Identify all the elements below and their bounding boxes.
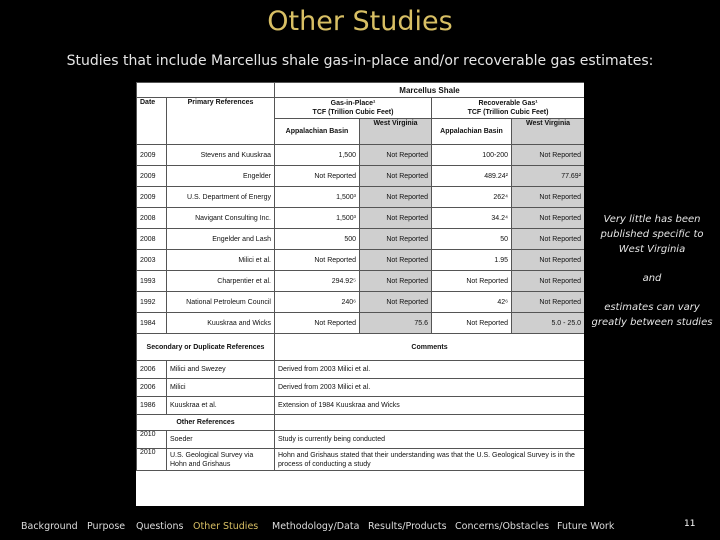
- nav-link-results-products[interactable]: Results/Products: [368, 521, 447, 532]
- rec-units-label: TCF (Trillion Cubic Feet): [467, 109, 549, 116]
- row-date: 2009: [137, 145, 167, 166]
- other-date: 2010: [137, 449, 167, 471]
- row-date: 1993: [137, 271, 167, 292]
- secondary-date: 1986: [137, 397, 167, 415]
- row-reference: Engelder: [167, 166, 275, 187]
- row-rec-west-virginia: Not Reported: [512, 187, 585, 208]
- row-rec-west-virginia: Not Reported: [512, 145, 585, 166]
- side-note-2: and: [642, 273, 662, 284]
- row-date: 2009: [137, 166, 167, 187]
- table-row: [137, 271, 585, 292]
- row-reference: Navigant Consulting Inc.: [167, 208, 275, 229]
- row-date: 1984: [137, 313, 167, 334]
- nav-link-background[interactable]: Background: [21, 521, 78, 532]
- secondary-reference: Milici: [167, 379, 275, 397]
- row-rec-appalachian: 100-200: [432, 145, 512, 166]
- secondary-comment: Derived from 2003 Milici et al.: [275, 379, 585, 397]
- row-rec-west-virginia: Not Reported: [512, 229, 585, 250]
- nav-link-purpose[interactable]: Purpose: [87, 521, 126, 532]
- slide-title: Other Studies: [267, 6, 453, 37]
- row-gip-west-virginia: Not Reported: [360, 145, 432, 166]
- nav-link-questions[interactable]: Questions: [136, 521, 184, 532]
- row-date: 2008: [137, 229, 167, 250]
- other-comment: Hohn and Grishaus stated that their understanding was that the U.S. Geological Survey is in the process of conducting a study: [275, 449, 585, 471]
- secondary-refs-header: Secondary or Duplicate References: [137, 334, 275, 361]
- row-rec-appalachian: 262⁴: [432, 187, 512, 208]
- row-gip-west-virginia: Not Reported: [360, 166, 432, 187]
- row-reference: U.S. Department of Energy: [167, 187, 275, 208]
- row-rec-west-virginia: Not Reported: [512, 271, 585, 292]
- other-reference: Soeder: [167, 431, 275, 449]
- rec-app-header: Appalachian Basin: [432, 119, 512, 145]
- row-gip-west-virginia: 75.6: [360, 313, 432, 334]
- row-gip-west-virginia: Not Reported: [360, 187, 432, 208]
- other-refs-header: Other References: [137, 415, 275, 431]
- row-rec-appalachian: 1.95: [432, 250, 512, 271]
- row-rec-west-virginia: 77.69²: [512, 166, 585, 187]
- col-date-header: Date: [137, 98, 167, 145]
- secondary-comment: Extension of 1984 Kuuskraa and Wicks: [275, 397, 585, 415]
- row-reference: National Petroleum Council: [167, 292, 275, 313]
- table-row: [137, 166, 585, 187]
- rec-header: [432, 98, 585, 119]
- table-row: [137, 145, 585, 166]
- row-gip-appalachian: 1,500³: [275, 208, 360, 229]
- row-gip-appalachian: 500: [275, 229, 360, 250]
- table-row: [137, 208, 585, 229]
- other-date: 2010: [137, 431, 167, 449]
- row-gip-appalachian: 294.92⁵: [275, 271, 360, 292]
- gip-header: [275, 98, 432, 119]
- other-comment: Study is currently being conducted: [275, 431, 585, 449]
- nav-link-methodology-data[interactable]: Methodology/Data: [272, 521, 360, 532]
- row-gip-west-virginia: Not Reported: [360, 229, 432, 250]
- table-corner: [137, 83, 275, 98]
- secondary-date: 2006: [137, 379, 167, 397]
- row-gip-appalachian: 240⁶: [275, 292, 360, 313]
- row-rec-appalachian: 34.2⁴: [432, 208, 512, 229]
- secondary-row: [137, 397, 585, 415]
- secondary-comment: Derived from 2003 Milici et al.: [275, 361, 585, 379]
- other-row: [137, 431, 585, 449]
- other-reference: U.S. Geological Survey via Hohn and Grishaus: [167, 449, 275, 471]
- table-row: [137, 250, 585, 271]
- row-reference: Milici et al.: [167, 250, 275, 271]
- other-refs-spacer: [275, 415, 585, 431]
- row-rec-west-virginia: Not Reported: [512, 208, 585, 229]
- side-note-1: Very little has been published specific to West Virginia: [600, 214, 704, 255]
- page-number: 11: [684, 519, 696, 529]
- gip-app-header: Appalachian Basin: [275, 119, 360, 145]
- row-rec-appalachian: Not Reported: [432, 313, 512, 334]
- row-date: 2008: [137, 208, 167, 229]
- row-gip-appalachian: Not Reported: [275, 166, 360, 187]
- col-primary-header: Primary References: [167, 98, 275, 145]
- row-gip-west-virginia: Not Reported: [360, 271, 432, 292]
- nav-link-concerns-obstacles[interactable]: Concerns/Obstacles: [455, 521, 550, 532]
- row-rec-appalachian: 489.24²: [432, 166, 512, 187]
- row-rec-appalachian: Not Reported: [432, 271, 512, 292]
- table-row: [137, 229, 585, 250]
- row-gip-appalachian: 1,500³: [275, 187, 360, 208]
- other-row: [137, 449, 585, 471]
- row-date: 2003: [137, 250, 167, 271]
- secondary-reference: Milici and Swezey: [167, 361, 275, 379]
- table-row: [137, 313, 585, 334]
- slide-subtitle: Studies that include Marcellus shale gas-in-place and/or recoverable gas estimates:: [66, 53, 654, 69]
- secondary-row: [137, 361, 585, 379]
- side-note-3: estimates can vary greatly between studies: [591, 302, 713, 328]
- nav-link-other-studies[interactable]: Other Studies: [193, 521, 259, 532]
- row-rec-appalachian: 42⁶: [432, 292, 512, 313]
- table-caption: Marcellus Shale: [275, 83, 585, 98]
- table-row: [137, 187, 585, 208]
- table-row: [137, 292, 585, 313]
- secondary-reference: Kuuskraa et al.: [167, 397, 275, 415]
- row-rec-appalachian: 50: [432, 229, 512, 250]
- row-gip-west-virginia: Not Reported: [360, 208, 432, 229]
- row-reference: Stevens and Kuuskraa: [167, 145, 275, 166]
- row-gip-appalachian: 1,500: [275, 145, 360, 166]
- row-reference: Engelder and Lash: [167, 229, 275, 250]
- secondary-date: 2006: [137, 361, 167, 379]
- rec-wv-header: West Virginia: [512, 119, 585, 145]
- gip-header-label: Gas-in-Place¹: [330, 100, 376, 107]
- row-rec-west-virginia: 5.0 - 25.0: [512, 313, 585, 334]
- row-gip-appalachian: Not Reported: [275, 250, 360, 271]
- row-date: 2009: [137, 187, 167, 208]
- marcellus-table: [136, 82, 584, 506]
- secondary-row: [137, 379, 585, 397]
- row-gip-appalachian: Not Reported: [275, 313, 360, 334]
- rec-header-label: Recoverable Gas¹: [478, 100, 538, 107]
- row-reference: Kuuskraa and Wicks: [167, 313, 275, 334]
- row-date: 1992: [137, 292, 167, 313]
- row-rec-west-virginia: Not Reported: [512, 250, 585, 271]
- comments-header: Comments: [275, 334, 585, 361]
- row-gip-west-virginia: Not Reported: [360, 292, 432, 313]
- row-reference: Charpentier et al.: [167, 271, 275, 292]
- nav-link-future-work[interactable]: Future Work: [557, 521, 615, 532]
- gip-units-label: TCF (Trillion Cubic Feet): [312, 109, 394, 116]
- row-rec-west-virginia: Not Reported: [512, 292, 585, 313]
- row-gip-west-virginia: Not Reported: [360, 250, 432, 271]
- gip-wv-header: West Virginia: [360, 119, 432, 145]
